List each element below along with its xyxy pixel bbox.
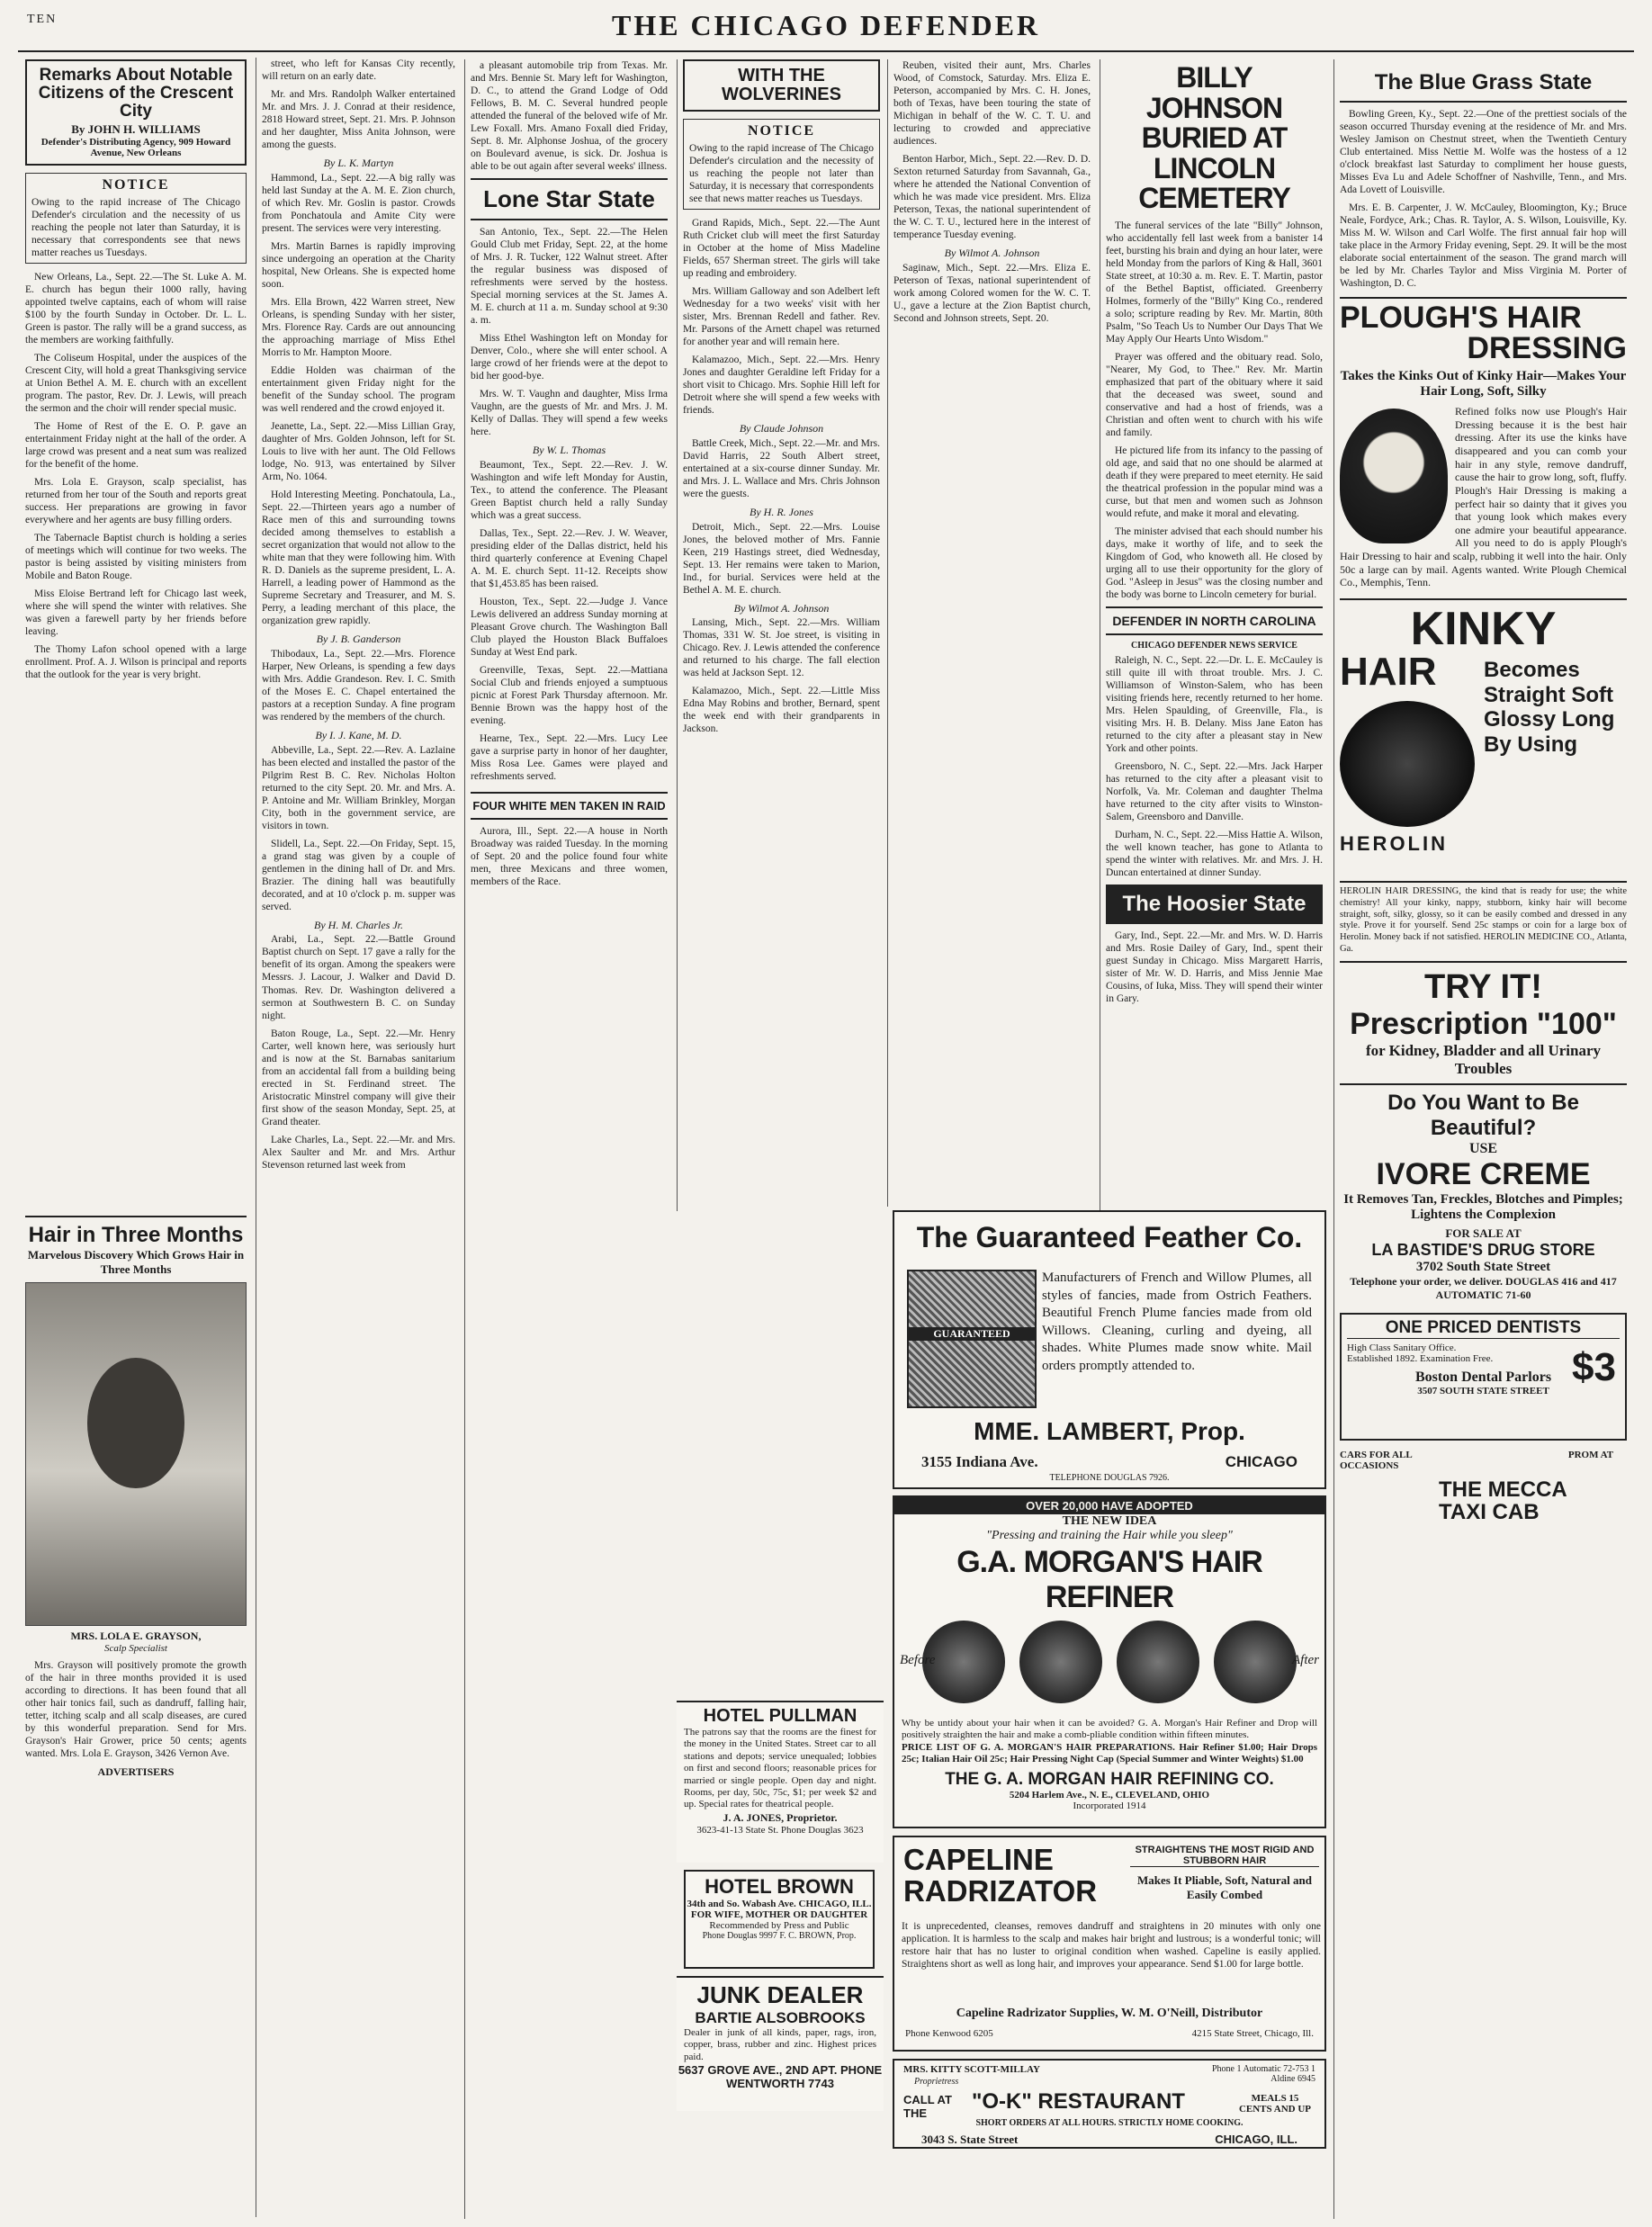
ploughs-portrait: [1340, 409, 1448, 543]
col1-footer: ADVERTISERS: [97, 1765, 175, 1779]
junk-dealer-title: JUNK DEALER: [696, 1981, 864, 2008]
paragraph: Hearne, Tex., Sept. 22.—Mrs. Lucy Lee gave a surprise party in honor of her daughter, Miss Rosa Lee. Games were played and refreshments served.: [471, 733, 668, 783]
byline: By J. B. Ganderson: [316, 633, 401, 646]
paragraph: Grand Rapids, Mich., Sept. 22.—The Aunt Ruth Cricket club will meet the first Saturday in October at the home of Miss Madeline Fields, 657 Sherman street. The girls will take up reading and embroidery.: [683, 218, 880, 280]
page-folio: TEN: [27, 13, 58, 26]
paragraph: Kalamazoo, Mich., Sept. 22.—Mrs. Henry Jones and daughter Geraldine left Friday for a short visit to Chicago. Mrs. Sophie Hill left for Detroit where she will spend a few weeks with friends.: [683, 355, 880, 417]
ok-name: "O-K" RESTAURANT: [972, 2089, 1185, 2114]
paragraph: Jeanette, La., Sept. 22.—Miss Lillian Gray, daughter of Mrs. Golden Johnson, left for St. Louis to live with her aunt. The Old Fellows lodge, No. 913, was entertained by Silver Arm, No. 1064.: [262, 421, 455, 483]
dentists-name: Boston Dental Parlors: [1414, 1369, 1552, 1385]
paragraph: Reuben, visited their aunt, Mrs. Charles Wood, of Comstock, Saturday. Mrs. Eliza E. Peterson, accompanied by Mrs. C. H. Jones, both of Texas, have been touring the state of Michigan in behalf of the W. C. T. U. and lecturing to crowded and appreciative audiences.: [893, 60, 1091, 148]
mecca-taxi-ad: [1340, 1446, 1627, 1545]
ivore-address: 3702 South State Street: [1415, 1259, 1551, 1274]
morgan-inc: Incorporated 1914: [1073, 1800, 1146, 1811]
col1-notice: [25, 173, 247, 264]
junk-dealer-name: BARTIE ALSOBROOKS: [695, 2009, 866, 2026]
capeline-address: 4215 State Street, Chicago, Ill.: [1191, 2028, 1314, 2039]
hotel-brown-name: HOTEL BROWN: [705, 1875, 854, 1898]
paragraph: Detroit, Mich., Sept. 22.—Mrs. Louise Jones, the beloved mother of Mrs. Fannie Keen, 219 Hastings street, died Wednesday, Sept. 13. Her remains were taken to Marion, Ind., for burial. Services were held at the Bethel A. M. E. church.: [683, 521, 880, 596]
grayson-ad-text: Mrs. Grayson will positively promote the growth of the hair in three months provided it is used according to directions. It has been found that all other hair tonics fail, such as dandruff, falling hair, tetter, itching scalp and all scalp diseases, are cured by this wonderful preparation. Send for Mrs. Grayson's Hair Grower, price 50 cents; agents wanted. Mrs. Lola E. Grayson, 3426 Vernon Ave.: [25, 1659, 247, 1759]
morgan-portraits: [894, 1621, 1324, 1714]
paragraph: Miss Ethel Washington left on Monday for Denver, Colo., where she will enter school. A large crowd of her friends were at the depot to bid her good-bye.: [471, 333, 668, 382]
col1-headline-box: [25, 59, 247, 166]
grayson-portrait: [25, 1282, 247, 1626]
hotel-pullman-name: HOTEL PULLMAN: [703, 1706, 857, 1726]
paragraph: The funeral services of the late "Billy" Johnson, who accidentally fell last week from a banister 14 feet, bursting his brain and dying an hour later, were held Monday from the parlors of King & Hall, 3601 State street, at 10:30 a. m. Rev. E. T. Martin, pastor of the Bethel Baptist, officiated. Greenberry Holmes, formerly of the "Billy" King Co., rendered a solo; scripture reading by Rev. Mr. Martin, 80th Psalm, "So Teach Us to Number Our Days That We May Apply Our Hearts Unto Wisdom.": [1106, 220, 1323, 346]
byline: By Claude Johnson: [739, 422, 824, 436]
morgan-banner: OVER 20,000 HAVE ADOPTED: [894, 1497, 1324, 1514]
dentists-price: $3: [1572, 1344, 1616, 1389]
paragraph: Mrs. E. B. Carpenter, J. W. McCauley, Bloomington, Ky.; Bruce Neale, Fordyce, Ark.; Chas. R. Taylor, A. S. Wilson, Louisville, Ky. Miss M. W. Wilson and Carl Wolfe. The first annual fair hop will take place in the Armory Friday evening, Sept. 29. It will be the most elaborate social entertainment of the season. The grand march will be led by Mr. Charles Taylor and Miss Virginia M. Porter of Washington, D. C.: [1340, 202, 1627, 290]
feather-city: CHICAGO: [1225, 1453, 1297, 1470]
paragraph: Kalamazoo, Mich., Sept. 22.—Little Miss Edna May Robins and brother, Bernard, spent the week end with their grandparents in Jackson.: [683, 686, 880, 735]
hotel-pullman-owner: J. A. JONES, Proprietor.: [723, 1810, 838, 1824]
feather-phone: TELEPHONE DOUGLAS 7926.: [1049, 1473, 1170, 1483]
kinky-text-2: HEROLIN HAIR DRESSING, the kind that is ready for use; the white chemistry! All your kinky, nappy, stubborn, kinky hair will become straight, soft, silky, glossy, so it can be easily combed and dressed in any style. Prove it for yourself. Send 25c stamps or coin for a large box of Herolin. Money back if not satisfied. HEROLIN MEDICINE CO., Atlanta, Ga.: [1340, 885, 1627, 954]
column-5: [887, 59, 1096, 1207]
newspaper-title: THE CHICAGO DEFENDER: [611, 9, 1041, 41]
paragraph: Thibodaux, La., Sept. 22.—Mrs. Florence Harper, New Orleans, is spending a few days with Mrs. Addie Grandeson. Rev. I. C. Smith of the Moses E. C. Chapel entertained the pastors at a reception Sunday. A fine program was rendered by the members of the church.: [262, 648, 455, 723]
kinky-text: Becomes Straight Soft Glossy Long By Using: [1484, 657, 1615, 757]
taxi-text: CARS FOR ALL OCCASIONS: [1340, 1449, 1413, 1471]
paragraph: Mrs. Martin Barnes is rapidly improving since undergoing an operation at the Charity hospital, New Orleans. She is expected home soon.: [262, 240, 455, 290]
paragraph: The Thomy Lafon school opened with a large enrollment. Prof. A. J. Wilson is principal and reports that the outlook for the year is very bright.: [25, 644, 247, 681]
col1-headline: Remarks About Notable Citizens of the Crescent City: [38, 66, 234, 121]
paragraph: Hammond, La., Sept. 22.—A big rally was held last Sunday at the A. M. E. Zion church, of which Rev. Mr. Goslin is pastor. Crowds from Ponchatoula and Amite City were present. The services were very interesting.: [262, 172, 455, 234]
capeline-footer: Capeline Radrizator Supplies, W. M. O'Neill, Distributor: [956, 2007, 1263, 2020]
ok-owner: MRS. KITTY SCOTT-MILLAY: [903, 2064, 1040, 2075]
byline: By L. K. Martyn: [323, 157, 394, 170]
prescription-product: Prescription "100": [1350, 1006, 1617, 1041]
column-4: [677, 59, 885, 1211]
col1-byline: By JOHN H. WILLIAMS: [71, 121, 201, 136]
hotel-brown-phone: Phone Douglas 9997 F. C. BROWN, Prop.: [702, 1931, 857, 1941]
notice-text: Owing to the rapid increase of The Chicago Defender's circulation and the necessity of us reaching the people not later than Saturday, it is necessary that correspondents see that news matter reaches us Tuesdays.: [31, 196, 240, 258]
ploughs-text: Refined folks now use Plough's Hair Dressing because it is the best hair dressing. After its use the kinks have disappeared and you can comb your hair in any style, remove dandruff, cause the hair to grow long, soft, fluffy. Plough's Hair Dressing is making a perfect hair so dainty that it gives you that young look which makes every one admire your beautiful appearance. All you need to do is apply Plough's Hair Dressing to hair and scalp, rubbing it well into the hair. Only 50c a large can by mail. Agents wanted. Write Plough Chemical Co., Memphis, Tenn.: [1340, 405, 1627, 589]
paragraph: The Tabernacle Baptist church is holding a series of meetings which will continue for two weeks. The pastor is being assisted by visiting ministers from Mobile and Baton Rouge.: [25, 533, 247, 582]
blue-grass-state-heading: The Blue Grass State: [1340, 65, 1627, 103]
byline: By H. R. Jones: [750, 506, 813, 519]
paragraph: Dallas, Tex., Sept. 22.—Rev. J. W. Weaver, presiding elder of the Dallas district, held his third quarterly conference at Evening Chapel A. M. E. church Sept. 11-12. Receipts show that $1,453.85 has been raised.: [471, 528, 668, 590]
prescription-text: for Kidney, Bladder and all Urinary Troubles: [1365, 1041, 1602, 1077]
paragraph: The Home of Rest of the E. O. P. gave an entertainment Friday night at the hall of the order. A large crowd was present and a neat sum was realized for the benefit of the home.: [25, 421, 247, 471]
paragraph: Miss Eloise Bertrand left for Chicago last week, where she will spend the winter with relatives. She was given a farewell party by her friends before leaving.: [25, 588, 247, 638]
kinky-portrait: [1340, 701, 1475, 827]
hotel-brown-tagline: FOR WIFE, MOTHER OR DAUGHTER: [690, 1909, 868, 1920]
feather-owner: MME. LAMBERT, Prop.: [974, 1417, 1245, 1445]
photo-subcaption: Scalp Specialist: [104, 1642, 167, 1654]
notice-title: NOTICE: [747, 123, 816, 139]
paragraph: Prayer was offered and the obituary read. Solo, "Nearer, My God, to Thee." Rev. Mr. Martin emphasized that part of the obituary where it said that the deceased was sweet, sound and conservative and had a host of friends, was a Christian and often went to church with his wife and family.: [1106, 352, 1323, 439]
news-service-line: CHICAGO DEFENDER NEWS SERVICE: [1131, 641, 1297, 651]
feather-badge: GUARANTEED: [909, 1327, 1035, 1341]
north-carolina-heading: DEFENDER IN NORTH CAROLINA: [1106, 606, 1323, 635]
paragraph: Beaumont, Tex., Sept. 22.—Rev. J. W. Washington and wife left Monday for Austin, Tex., to attend the conference. The Pleasant Green Baptist church held a rally Sunday which was a great success.: [471, 460, 668, 522]
ok-restaurant-ad: [893, 2059, 1326, 2149]
morgan-sub: THE NEW IDEA: [1062, 1514, 1157, 1528]
prescription-100-ad: [1340, 961, 1627, 1083]
column-7: [1333, 59, 1632, 2219]
grayson-ad-subhead: Marvelous Discovery Which Grows Hair in Three Months: [27, 1247, 245, 1276]
paragraph: Bowling Green, Ky., Sept. 22.—One of the prettiest socials of the season occurred Thursday evening at the residence of Mr. and Mrs. Wesley Jamison on Chestnut street, when the Twentieth Century Club entertained. Miss Nettie M. Wolfe was the hostess of a 12 o'clock breakfast last Saturday to compliment her house guests, Misses Eva Lu and Adele Schoffner of Nashville, Tenn., and Mrs. Ada Lovett of Louisville.: [1340, 109, 1627, 196]
paragraph: Baton Rouge, La., Sept. 22.—Mr. Henry Carter, well known here, was seriously hurt and is now at the St. Barnabas sanitarium from an accidental fall from a building being erected in St. Ferdinand street. The Aristocratic Minstrel company will give their first show of the season Monday, Sept. 25, at Grand theater.: [262, 1028, 455, 1127]
ivore-headline: Do You Want to Be Beautiful?: [1387, 1090, 1579, 1140]
byline: By Wilmot A. Johnson: [733, 601, 830, 615]
morgan-prices: PRICE LIST OF G. A. MORGAN'S HAIR PREPARATIONS. Hair Refiner $1.00; Hair Drops 25c; Italian Hair Oil 25c; Hair Pressing Night Cap (Special Summer and Winter Weights) $1.00: [902, 1741, 1317, 1765]
ivore-creme-ad: [1340, 1083, 1627, 1307]
paragraph: He pictured life from its infancy to the passing of old age, and said that no one should be alarmed at death if they were prepared to meet eternity. He said the theatrical profession in the popular mind was a curse, but that men and women such as Johnson would refute, and make it moral and elevating.: [1106, 445, 1323, 520]
paragraph: Slidell, La., Sept. 22.—On Friday, Sept. 15, a grand stag was given by a couple of gentlemen in the dining hall of Dr. and Mrs. Brazier. The dining hall was beautifully decorated, and at 10 o'clock p. m. supper was served.: [262, 838, 455, 912]
ok-short: SHORT ORDERS AT ALL HOURS. STRICTLY HOME COOKING.: [975, 2118, 1243, 2128]
capeline-text: It is unprecedented, cleanses, removes dandruff and straightens in 20 minutes with only one application. It is harmless to the scalp and makes hair bright and lustrous; is a wonderful tonic; will restore hair that has no luster to original condition when washed. Capeline is easily applied. Straightens short as well as long hair, and improves your appearance. Send $1.00 for large bottle.: [902, 1921, 1321, 1971]
paragraph: Lake Charles, La., Sept. 22.—Mr. and Mrs. Alex Saulter and Mr. and Mrs. Arthur Stevenson returned last week from: [262, 1134, 455, 1171]
morgan-text: Why be untidy about your hair when it can be avoided? G. A. Morgan's Hair Refiner and Drop will positively straighten the hair and make a comb-pliable condition within fifteen minutes.: [902, 1718, 1317, 1741]
ok-phones: Phone 1 Automatic 72-753 1 Aldine 6945: [1212, 2064, 1315, 2084]
paragraph: Eddie Holden was chairman of the entertainment given Friday night for the benefit of the Sunday school. The program was well rendered and the crowd enjoyed it.: [262, 364, 455, 414]
raid-headline: FOUR WHITE MEN TAKEN IN RAID: [471, 792, 668, 820]
ploughs-tagline: Takes the Kinks Out of Kinky Hair—Makes Your Hair Long, Soft, Silky: [1340, 369, 1627, 400]
before-portrait-2: [1019, 1621, 1102, 1703]
dentists-text: High Class Sanitary Office. Established 1892. Examination Free.: [1347, 1342, 1494, 1364]
capeline-phone: Phone Kenwood 6205: [905, 2028, 993, 2039]
ok-role: Proprietress: [914, 2077, 959, 2087]
hoosier-state-heading: The Hoosier State: [1106, 885, 1323, 924]
ok-meals: MEALS 15 CENTS AND UP: [1238, 2093, 1312, 2115]
column-2: [256, 58, 461, 2217]
ploughs-title-1: PLOUGH'S HAIR: [1340, 301, 1582, 336]
feather-illustration: [907, 1270, 1037, 1408]
paragraph: Benton Harbor, Mich., Sept. 22.—Rev. D. D. Sexton returned Saturday from Savannah, Ga., where he attended the National Convention of which he was made vice president. Mrs. Eliza Peterson, Texas, the national superintendent of the W. C. T. U., lectured here in the interest of temperance Tuesday evening.: [893, 154, 1091, 241]
ivore-product: IVORE CREME: [1376, 1156, 1591, 1191]
column-6: [1100, 59, 1328, 1211]
ok-call: CALL AT THE: [903, 2093, 952, 2120]
lone-star-state-heading: Lone Star State: [471, 178, 668, 220]
billy-johnson-headline: BILLY JOHNSON BURIED AT LINCOLN CEMETERY: [1138, 61, 1290, 215]
paragraph: Lansing, Mich., Sept. 22.—Mrs. William Thomas, 331 W. St. Joe street, is visiting in Chicago. Rev. J. Lewis attended the conference and returned to his charge. The fall election was held at Jackson Sept. 12.: [683, 617, 880, 679]
ploughs-title-2: DRESSING: [1467, 331, 1627, 366]
paragraph: Mr. and Mrs. Randolph Walker entertained Mr. and Mrs. J. J. Conrad at their residence, 2818 Howard street, Sept. 21. Mrs. P. Johnson and her daughter, Miss Anita Johnson, were among the guests.: [262, 89, 455, 151]
try-it-title: TRY IT!: [1424, 967, 1542, 1006]
notice-text: Owing to the rapid increase of The Chicago Defender's circulation and the necessity of us reaching the people not later than Saturday, it is necessary that correspondents see that news matter reaches us Tuesdays.: [689, 143, 874, 205]
hotel-pullman-text: The patrons say that the rooms are the finest for the money in the United States. Street car to all stations and depots; service unequaled; lobbies on first and second floors; reasonable prices for married or single people. Open day and night. Rooms, per day, 50c, 75c, $1; per week $2 and up. Special rates for theatrical people.: [684, 1727, 876, 1810]
paragraph: a pleasant automobile trip from Texas. Mr. and Mrs. Bennie St. Mary left for Washington, D. C., to attend the Grand Lodge of Odd Fellows, B. M. C. Several hundred people attended the funeral of the beloved wife of Mr. Lew Foxall. Mrs. Amano Foxall died Friday, Sept. 8. Mr. Alphonse Joshua, of the grocery on Boulevard avenue, is sick. Dr. Joshua is able to be out again after several weeks' illness.: [471, 60, 668, 173]
hotel-pullman-address: 3623-41-13 State St. Phone Douglas 3623: [696, 1824, 864, 1836]
after-portrait-1: [1117, 1621, 1199, 1703]
grayson-ad: [25, 1216, 247, 1779]
paragraph: New Orleans, La., Sept. 22.—The St. Luke A. M. E. church has begun their 1000 rally, having appointed twelve captains, each of whom will raise $100 by the fourth Sunday in October. Dr. L. L. Green is pastor. The rally will be a grand success, as the members are working faithfully.: [25, 271, 247, 346]
paragraph: Abbeville, La., Sept. 22.—Rev. A. Lazlaine has been elected and installed the pastor of the Pilgrim Rest B. C. Rev. Nicholas Holton returned to the city Sept. 20. Mr. and Mrs. A. P. Antoine and Mr. William Brinkley, Morgan City, both in the government service, are visitors in town.: [262, 744, 455, 831]
taxi-title: THE MECCA TAXI CAB: [1439, 1477, 1567, 1524]
byline: By Wilmot A. Johnson: [944, 247, 1040, 260]
paragraph: The Coliseum Hospital, under the auspices of the Crescent City, will hold a great Thanksgiving service at Union Bethel A. M. E. church with an excellent program. The pastor, Rev. Dr. J. Lewis, will preach the sermon and the choir will render special music.: [25, 352, 247, 415]
paragraph: Gary, Ind., Sept. 22.—Mr. and Mrs. W. D. Harris and Mrs. Rosie Dailey of Gary, Ind., spent their guest Sunday in Chicago. Miss Margarett Harris, sister of Mr. W. D. Harris, and Miss Jennie Mae Cousins, of Iuka, Miss. They will spend their winter in Gary.: [1106, 929, 1323, 1004]
capeline-right2: Makes It Pliable, Soft, Natural and Easily Combed: [1137, 1873, 1312, 1901]
hotel-brown-rec: Recommended by Press and Public: [709, 1920, 849, 1931]
morgan-slogan: "Pressing and training the Hair while you sleep": [986, 1529, 1233, 1542]
capeline-ad: [893, 1836, 1326, 2052]
paragraph: Durham, N. C., Sept. 22.—Miss Hattie A. Wilson, the well known teacher, has gone to Atlanta to spend the winter with relatives. Mr. and Mrs. J. H. Duncan entertained at dinner Sunday.: [1106, 829, 1323, 878]
byline: By I. J. Kane, M. D.: [315, 728, 402, 741]
col1-article: [25, 271, 247, 1216]
wolverines-heading-box: [683, 59, 880, 112]
guaranteed-feather-ad: [893, 1210, 1326, 1489]
paragraph: Houston, Tex., Sept. 22.—Judge J. Vance Lewis delivered an address Sunday morning at Pleasant Grove church. The Washington Ball Club played the Houston Black Buffaloes Sunday at West End park.: [471, 597, 668, 659]
taxi-prom: PROM AT: [1567, 1449, 1614, 1460]
paragraph: Saginaw, Mich., Sept. 22.—Mrs. Eliza E. Peterson of Texas, national superintendent of work among Colored women for the W. C. T. U., gave a lecture at the Zion Baptist church, Second and Johnson streets, Sept. 20.: [893, 262, 1091, 324]
morgan-address: 5204 Harlem Ave., N. E., CLEVELAND, OHIO: [1009, 1789, 1210, 1800]
dentists-address: 3507 SOUTH STATE STREET: [1417, 1385, 1549, 1396]
feather-text: Manufacturers of French and Willow Plumes, all styles of fancies, made from Ostrich Feathers. Beautiful French Plume fancies made from old Willows. Cleaning, curling and dyeing, all shades. White Plumes made snow white. Mail orders promptly attended to.: [1042, 1271, 1312, 1373]
column-3: [464, 59, 673, 2219]
ok-address: 3043 S. State Street: [921, 2133, 1019, 2146]
paragraph: The minister advised that each should number his days, make it worthy of life, and to seek the Kingdom of God, who knoweth all. He closed by urging all to use their opportunity for the glory of God. "Asleep in Jesus" was the closing number and the body was borne to Lincoln cemetery for burial.: [1106, 526, 1323, 601]
paragraph: street, who left for Kansas City recently, will return on an early date.: [262, 58, 455, 83]
paragraph: Aurora, Ill., Sept. 22.—A house in North Broadway was raided Tuesday. In the morning of Sept. 20 and the police found four white men, three Mexicans and three women, members of the Race.: [471, 826, 668, 888]
junk-dealer-address: 5637 GROVE AVE., 2ND APT. PHONE WENTWORTH 7743: [678, 2063, 883, 2091]
paragraph: Hold Interesting Meeting. Ponchatoula, La., Sept. 22.—Thirteen years ago a number of Race men of this and surrounding towns decided among themselves to establish a secret organization that would not allow to the white man that they were following him. With R. D. Daniels as the supreme president, L. A. Harrell, a leading power of Hammond as the Supreme Secretary and Treasurer, and M. S. Perry, a leading merchant of this place, the organization grew rapidly.: [262, 489, 455, 627]
grayson-ad-headline: Hair in Three Months: [28, 1222, 244, 1247]
ok-city: CHICAGO, ILL.: [1215, 2133, 1297, 2146]
col1-agency: Defender's Distributing Agency, 909 Howard Avenue, New Orleans: [40, 136, 231, 158]
paragraph: Greenville, Texas, Sept. 22.—Mattiana Social Club and friends enjoyed a sumptuous picnic at Forest Park Thursday afternoon. Mr. Bennie Brown was the happy host of the evening.: [471, 665, 668, 727]
feather-title: The Guaranteed Feather Co.: [916, 1221, 1303, 1253]
morgan-company: THE G. A. MORGAN HAIR REFINING CO.: [945, 1769, 1274, 1789]
capeline-right1: STRAIGHTENS THE MOST RIGID AND STUBBORN HAIR: [1130, 1845, 1319, 1867]
ivore-text: It Removes Tan, Freckles, Blotches and Pimples; Lightens the Complexion: [1343, 1191, 1623, 1222]
ivore-store: LA BASTIDE'S DRUG STORE: [1371, 1240, 1595, 1259]
paragraph: Mrs. Lola E. Grayson, scalp specialist, has returned from her tour of the South and reports great success. Her preparations are growing in favor everywhere and her agents are busy filling orders.: [25, 477, 247, 526]
paragraph: Mrs. William Galloway and son Adelbert left Wednesday for a two weeks' visit with her sister, Mrs. Brennan Redell and father. Rev. Mr. Parsons of the Arnett chapel was returned for another year and will remain here.: [683, 286, 880, 348]
kinky-title-1: KINKY: [1410, 602, 1557, 655]
capeline-title: CAPELINE RADRIZATOR: [903, 1843, 1098, 1908]
byline: By H. M. Charles Jr.: [314, 918, 403, 931]
hotel-pullman-ad: [677, 1701, 884, 1863]
junk-dealer-ad: [677, 1976, 884, 2111]
hotel-brown-ad: [684, 1870, 875, 1969]
dentists-ad: [1340, 1313, 1627, 1441]
photo-caption: MRS. LOLA E. GRAYSON,: [70, 1629, 202, 1642]
portrait-face: [87, 1358, 184, 1487]
wolverines-heading: WITH THE WOLVERINES: [722, 66, 841, 104]
junk-dealer-text: Dealer in junk of all kinds, paper, rags, iron, copper, brass, rubber and zinc. Highest prices paid.: [684, 2027, 876, 2062]
morgan-title: G.A. MORGAN'S HAIR REFINER: [956, 1545, 1262, 1614]
ploughs-hair-dressing-ad: [1340, 297, 1627, 600]
paragraph: Greensboro, N. C., Sept. 22.—Mrs. Jack Harper has returned to the city after a pleasant visit to Norfolk, Va. Mr. Coleman and daughter Thelma have returned to the city after visits to Winston-Salem, Greensboro and Danville.: [1106, 760, 1323, 822]
feather-address: 3155 Indiana Ave.: [921, 1453, 1038, 1470]
masthead-rule: [18, 50, 1634, 52]
notice-title: NOTICE: [102, 176, 170, 193]
ivore-phone: Telephone your order, we deliver. DOUGLAS 416 and 417 AUTOMATIC 71-60: [1350, 1274, 1617, 1301]
kinky-title-2: HAIR: [1340, 649, 1437, 694]
dentists-title: ONE PRICED DENTISTS: [1347, 1318, 1620, 1339]
ivore-use: USE: [1468, 1140, 1498, 1156]
morgan-after: After: [1292, 1653, 1319, 1667]
paragraph: Battle Creek, Mich., Sept. 22.—Mr. and Mrs. David Harris, 22 South Albert street, entertained at a six-course dinner Sunday. Mr. and Mrs. J. L. Wallace and Mrs. Chris Johnson were the guests.: [683, 437, 880, 499]
after-portrait-2: [1214, 1621, 1297, 1703]
hotel-brown-address: 34th and So. Wabash Ave. CHICAGO, ILL.: [687, 1899, 872, 1909]
paragraph: Arabi, La., Sept. 22.—Battle Ground Baptist church on Sept. 17 gave a rally for the benefit of its organ. Among the speakers were Messrs. J. Lacour, J. Walker and David D. Thomas. Rev. Dr. Washington delivered a sermon at Southwestern B. C. on Sunday night.: [262, 934, 455, 1021]
column-1: [20, 59, 252, 2219]
paragraph: Raleigh, N. C., Sept. 22.—Dr. L. E. McCauley is still quite ill with throat trouble. Mrs. J. C. Williamson of Winston-Salem, who has been visiting friends here, recently returned to her home. Mrs. Helen Spaulding, of Greenville, Fla., is visiting Mrs. H. B. Delany. Miss Jane Eaton has returned to the city after a pleasant stay in New York and other points.: [1106, 654, 1323, 754]
kinky-brand: HEROLIN: [1340, 831, 1448, 855]
byline: By W. L. Thomas: [532, 444, 606, 457]
paragraph: Mrs. W. T. Vaughn and daughter, Miss Irma Vaughn, are the guests of Mr. and Mrs. J. M. Kelly of Dallas. They will spend a few weeks here.: [471, 389, 668, 438]
morgan-hair-refiner-ad: [893, 1495, 1326, 1828]
masthead: [0, 0, 1652, 56]
kinky-hair-ad: [1340, 600, 1627, 883]
col4-notice: [683, 119, 880, 210]
ivore-sale: FOR SALE AT: [1445, 1226, 1522, 1240]
paragraph: Mrs. Ella Brown, 422 Warren street, New Orleans, is spending Sunday with her sister, Mrs. Florence Ray. Cards are out announcing the approaching marriage of Miss Ethel Morris to Mr. Hampton Moore.: [262, 296, 455, 358]
paragraph: San Antonio, Tex., Sept. 22.—The Helen Gould Club met Friday, Sept. 22, at the home of Mrs. J. R. Tucker, 122 Walnut street. After the regular business was disposed of refreshments were served by the hostess. Special morning services at the St. James A. M. E. church at 11 a. m. Sunday school at 9:30 a. m.: [471, 227, 668, 327]
morgan-before: Before: [900, 1653, 936, 1667]
